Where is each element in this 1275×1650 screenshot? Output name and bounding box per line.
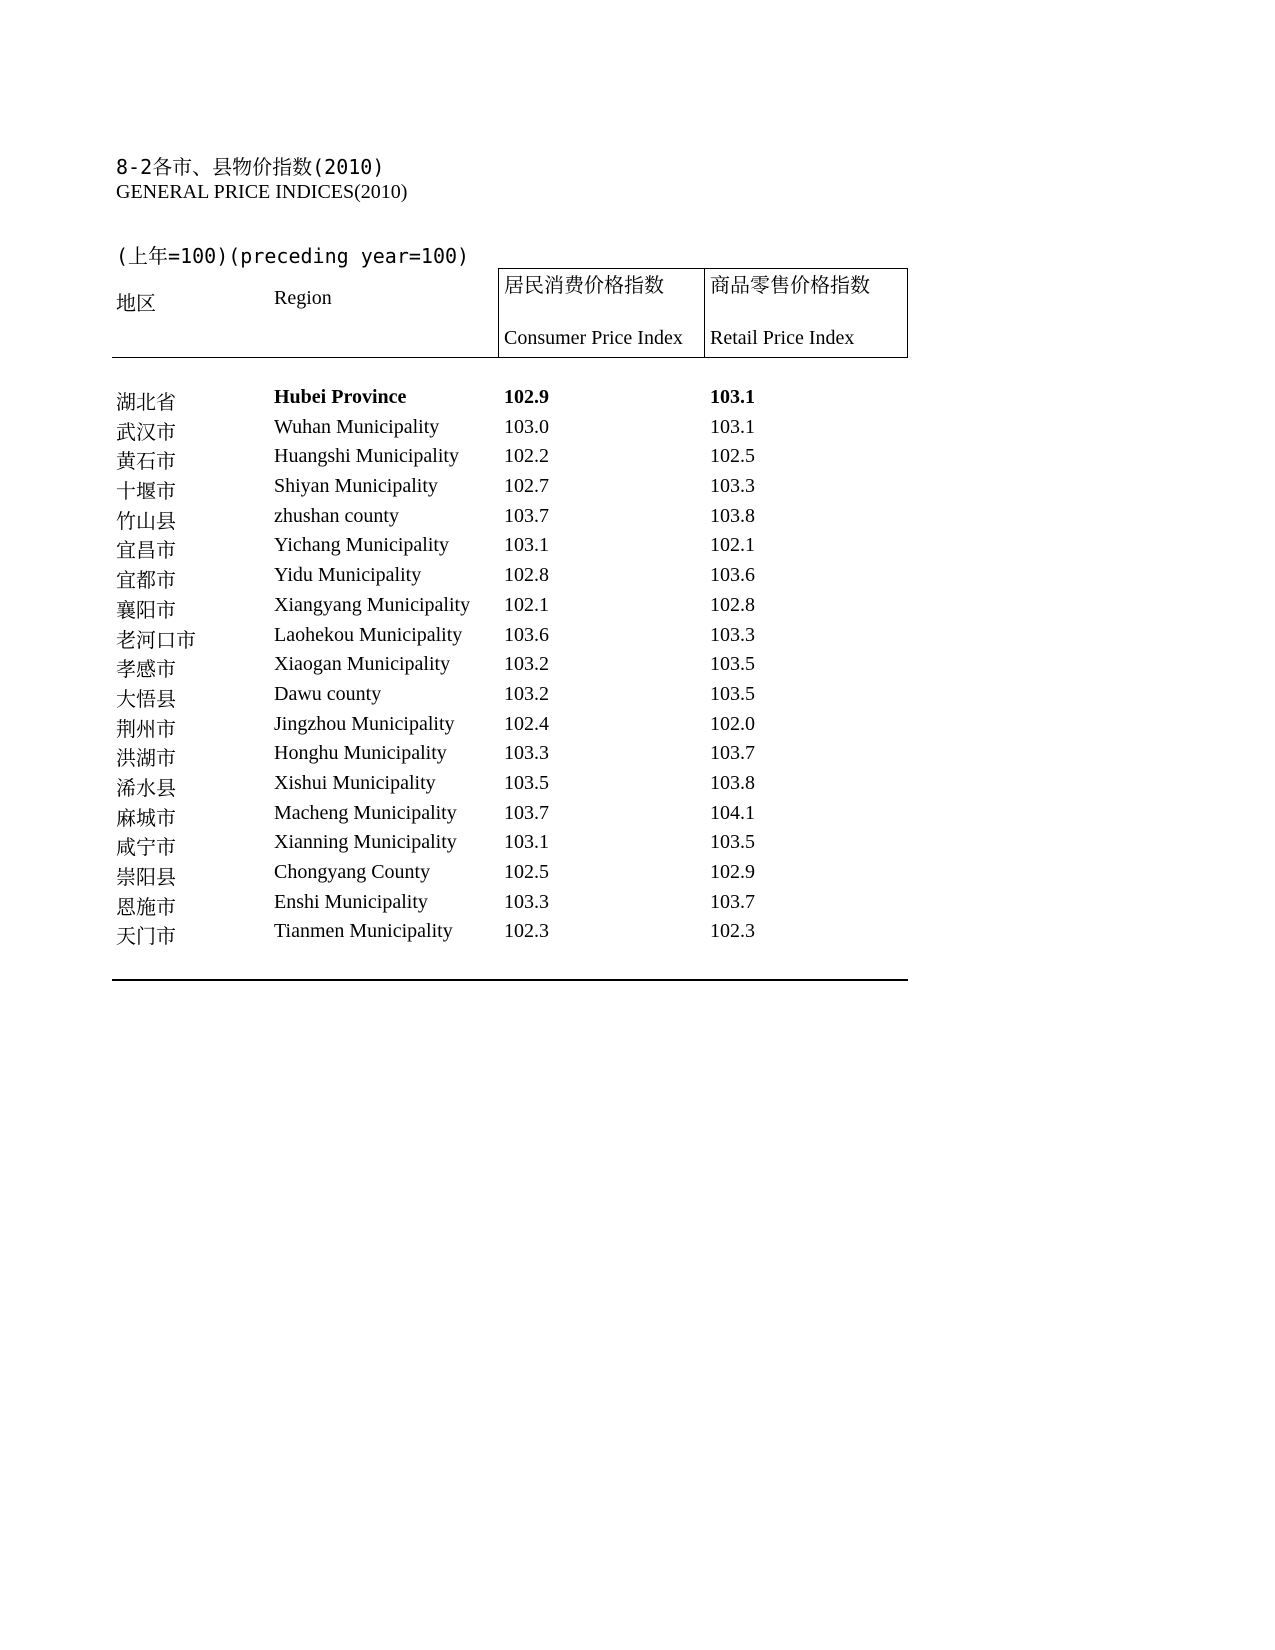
region-english-cell: Xishui Municipality xyxy=(274,771,436,794)
rpi-value-cell: 103.8 xyxy=(710,771,755,794)
table-row xyxy=(112,475,908,505)
region-chinese-cell: 黄石市 xyxy=(116,451,176,474)
region-chinese-cell: 洪湖市 xyxy=(116,748,176,771)
region-chinese-cell: 荆州市 xyxy=(116,718,176,741)
header-divider-cpi xyxy=(498,268,499,357)
region-english-cell: Wuhan Municipality xyxy=(274,415,440,438)
rpi-value-cell: 103.6 xyxy=(710,564,755,587)
cpi-value-cell: 103.5 xyxy=(504,771,549,794)
table-title-chinese: 8-2各市、县物价指数(2010) xyxy=(116,155,385,179)
region-english-cell: Macheng Municipality xyxy=(274,801,457,824)
cpi-value-cell: 103.3 xyxy=(504,890,549,913)
table-title-english: GENERAL PRICE INDICES(2010) xyxy=(116,181,408,203)
region-chinese-cell: 崇阳县 xyxy=(116,867,176,889)
table-row xyxy=(112,742,908,772)
cpi-value-cell: 102.8 xyxy=(504,564,549,587)
cpi-value-cell: 103.6 xyxy=(504,623,549,646)
region-chinese-cell: 孝感市 xyxy=(116,659,176,682)
rpi-value-cell: 103.7 xyxy=(710,742,755,765)
region-english-cell: Laohekou Municipality xyxy=(274,623,463,646)
region-english-cell: Chongyang County xyxy=(274,861,431,883)
rpi-value-cell: 103.5 xyxy=(710,682,755,705)
table-row xyxy=(112,772,908,802)
header-cpi-chinese: 居民消费价格指数 xyxy=(504,275,664,297)
rpi-value-cell: 103.1 xyxy=(710,415,755,438)
rpi-value-cell: 102.5 xyxy=(710,445,755,468)
header-rpi-chinese: 商品零售价格指数 xyxy=(710,275,870,297)
cpi-value-cell: 102.2 xyxy=(504,445,549,468)
region-english-cell: Jingzhou Municipality xyxy=(274,712,455,735)
rpi-value-cell: 102.8 xyxy=(710,593,755,616)
cpi-value-cell: 102.4 xyxy=(504,712,549,735)
region-chinese-cell: 宜昌市 xyxy=(116,540,176,563)
header-region-chinese: 地区 xyxy=(116,293,156,315)
table-row xyxy=(112,920,908,950)
region-chinese-cell: 浠水县 xyxy=(116,777,176,800)
table-row xyxy=(112,713,908,743)
region-chinese-cell: 竹山县 xyxy=(116,510,176,533)
cpi-value-cell: 103.3 xyxy=(504,742,549,765)
cpi-value-cell: 102.9 xyxy=(504,386,549,408)
region-english-cell: Xiangyang Municipality xyxy=(274,593,471,616)
cpi-value-cell: 103.1 xyxy=(504,534,549,557)
cpi-value-cell: 103.0 xyxy=(504,415,549,438)
region-chinese-cell: 十堰市 xyxy=(116,481,176,504)
cpi-value-cell: 103.1 xyxy=(504,831,549,854)
cpi-value-cell: 103.2 xyxy=(504,653,549,676)
region-english-cell: Xiaogan Municipality xyxy=(274,653,451,676)
region-chinese-cell: 咸宁市 xyxy=(116,837,176,860)
table-row xyxy=(112,386,908,416)
header-cpi-english: Consumer Price Index xyxy=(504,327,683,349)
region-english-cell: Tianmen Municipality xyxy=(274,920,453,943)
cpi-value-cell: 102.5 xyxy=(504,861,549,883)
rpi-value-cell: 103.7 xyxy=(710,890,755,913)
rpi-value-cell: 104.1 xyxy=(710,801,755,824)
region-chinese-cell: 宜都市 xyxy=(116,570,176,593)
region-english-cell: zhushan county xyxy=(274,504,399,527)
region-english-cell: Huangshi Municipality xyxy=(274,445,459,468)
table-row xyxy=(112,891,908,921)
region-english-cell: Honghu Municipality xyxy=(274,742,447,765)
region-chinese-cell: 天门市 xyxy=(116,926,176,949)
cpi-value-cell: 103.7 xyxy=(504,801,549,824)
table-row xyxy=(112,683,908,713)
header-divider-right xyxy=(907,268,908,357)
cpi-value-cell: 103.2 xyxy=(504,682,549,705)
region-english-cell: Yichang Municipality xyxy=(274,534,449,557)
table-row xyxy=(112,534,908,564)
rpi-value-cell: 102.9 xyxy=(710,861,755,883)
rpi-value-cell: 102.3 xyxy=(710,920,755,943)
table-row xyxy=(112,594,908,624)
rpi-value-cell: 103.5 xyxy=(710,653,755,676)
header-rpi-english: Retail Price Index xyxy=(710,327,855,349)
rpi-value-cell: 103.3 xyxy=(710,623,755,646)
cpi-value-cell: 102.3 xyxy=(504,920,549,943)
table-body xyxy=(112,386,908,950)
region-chinese-cell: 大悟县 xyxy=(116,688,176,711)
table-row xyxy=(112,445,908,475)
base-year-note: (上年=100)(preceding year=100) xyxy=(116,244,470,268)
table-row xyxy=(112,802,908,832)
rpi-value-cell: 102.0 xyxy=(710,712,755,735)
table-row xyxy=(112,505,908,535)
table-row xyxy=(112,861,908,891)
region-english-cell: Hubei Province xyxy=(274,386,407,408)
table-row xyxy=(112,653,908,683)
region-chinese-cell: 麻城市 xyxy=(116,807,176,830)
rpi-value-cell: 103.8 xyxy=(710,504,755,527)
region-chinese-cell: 襄阳市 xyxy=(116,599,176,622)
table-row xyxy=(112,564,908,594)
table-row xyxy=(112,624,908,654)
rpi-value-cell: 103.3 xyxy=(710,475,755,498)
header-region-english: Region xyxy=(274,287,332,309)
region-chinese-cell: 恩施市 xyxy=(116,896,176,919)
rpi-value-cell: 103.1 xyxy=(710,386,755,408)
region-english-cell: Yidu Municipality xyxy=(274,564,422,587)
cpi-value-cell: 102.7 xyxy=(504,475,549,498)
region-english-cell: Enshi Municipality xyxy=(274,890,428,913)
region-chinese-cell: 老河口市 xyxy=(116,629,196,652)
cpi-value-cell: 103.7 xyxy=(504,504,549,527)
rpi-value-cell: 102.1 xyxy=(710,534,755,557)
region-english-cell: Dawu county xyxy=(274,682,382,705)
table-row xyxy=(112,831,908,861)
region-chinese-cell: 湖北省 xyxy=(116,392,176,414)
cpi-value-cell: 102.1 xyxy=(504,593,549,616)
region-english-cell: Shiyan Municipality xyxy=(274,475,438,498)
region-chinese-cell: 武汉市 xyxy=(116,421,176,444)
region-english-cell: Xianning Municipality xyxy=(274,831,457,854)
table-header xyxy=(112,268,908,358)
rpi-value-cell: 103.5 xyxy=(710,831,755,854)
table-bottom-rule xyxy=(112,979,908,981)
table-row xyxy=(112,416,908,446)
header-divider-rpi xyxy=(704,268,705,357)
